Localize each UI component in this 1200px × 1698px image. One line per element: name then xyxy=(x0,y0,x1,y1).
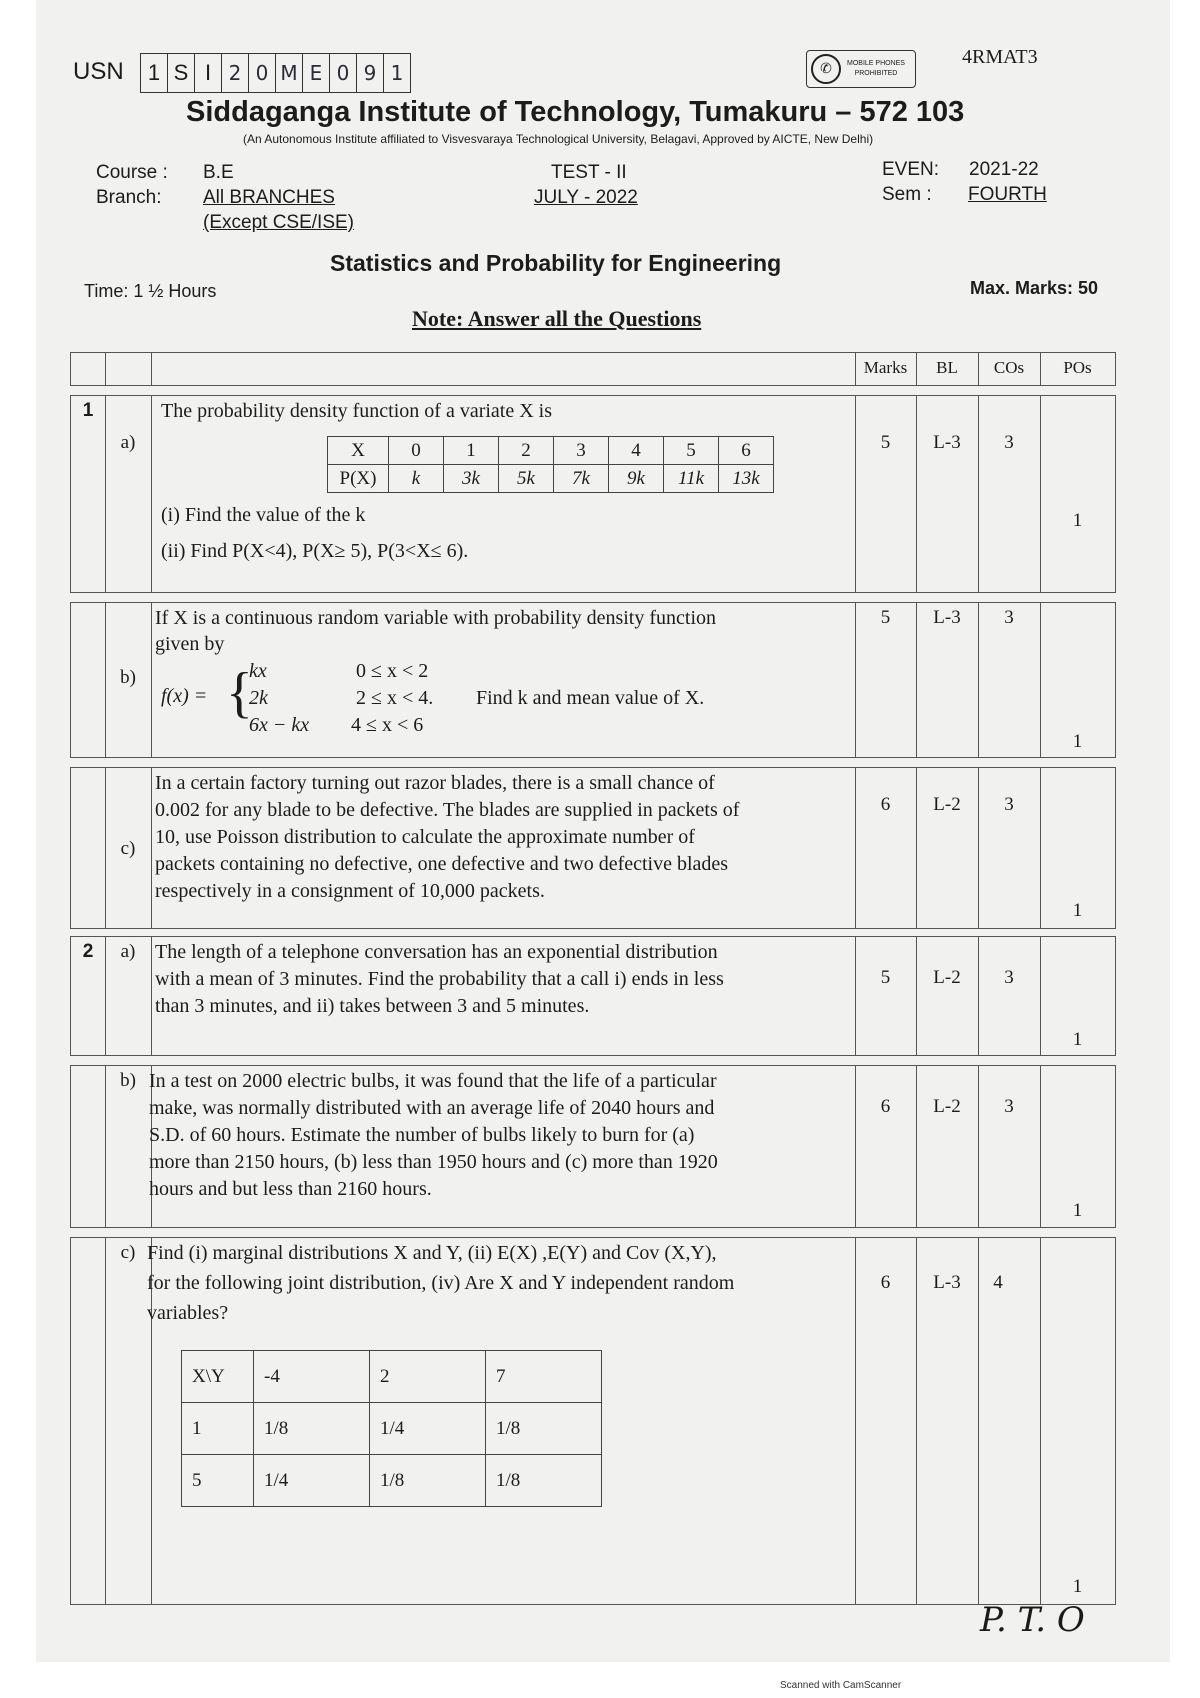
bl-value: L-3 xyxy=(933,432,961,453)
question-2a-row xyxy=(70,936,1116,1056)
exam-date: JULY - 2022 xyxy=(534,187,638,208)
question-text: 10, use Poisson distribution to calculate the approximate number of xyxy=(155,826,695,848)
pmf-x-value: 5 xyxy=(664,437,719,465)
usn-char: 0 xyxy=(249,54,276,92)
test-name: TEST - II xyxy=(551,162,627,183)
pos-header: POs xyxy=(1063,358,1092,377)
usn-boxes xyxy=(140,53,411,93)
piece-condition: 0 ≤ x < 2 xyxy=(356,660,429,682)
institute-subtitle: (An Autonomous Institute affiliated to Visvesvaraya Technological University, Belagavi, Approved by AICTE, New Delhi) xyxy=(243,132,874,146)
po-value: 1 xyxy=(1072,731,1083,752)
sem-label: Sem : xyxy=(882,184,932,205)
marks-value: 5 xyxy=(880,432,891,453)
question-number: 2 xyxy=(82,941,94,962)
co-value: 4 xyxy=(993,1272,1003,1293)
question-text: If X is a continuous random variable with probability density function xyxy=(155,607,716,629)
pmf-p-value: 3k xyxy=(444,465,499,493)
pmf-x-value: 4 xyxy=(609,437,664,465)
question-1c-row xyxy=(70,767,1116,929)
institute-name: Siddaganga Institute of Technology, Tumakuru – 572 103 xyxy=(186,96,965,128)
usn-char: S xyxy=(168,54,195,92)
academic-year: 2021-22 xyxy=(969,159,1039,180)
question-text: make, was normally distributed with an average life of 2040 hours and xyxy=(149,1097,715,1119)
pmf-p-value: 11k xyxy=(664,465,719,493)
bl-value: L-2 xyxy=(933,794,961,815)
branch-exception: (Except CSE/ISE) xyxy=(203,212,354,233)
co-value: 3 xyxy=(1004,1096,1014,1117)
probability-cell: 1/4 xyxy=(370,1403,486,1455)
question-1b-row xyxy=(70,602,1116,758)
pmf-p-value: 7k xyxy=(554,465,609,493)
piece-expression: kx xyxy=(249,660,267,682)
co-value: 3 xyxy=(1004,967,1014,988)
probability-cell: 1/8 xyxy=(370,1455,486,1507)
marks-value: 5 xyxy=(880,967,891,988)
usn-char: 1 xyxy=(390,61,404,85)
po-value: 1 xyxy=(1072,900,1083,921)
po-value: 1 xyxy=(1072,510,1083,531)
co-value: 3 xyxy=(1004,607,1014,628)
pmf-p-value: 5k xyxy=(499,465,554,493)
po-value: 1 xyxy=(1072,1576,1083,1597)
probability-cell: 1/8 xyxy=(486,1403,602,1455)
question-2c-row xyxy=(70,1237,1116,1605)
question-text: respectively in a consignment of 10,000 packets. xyxy=(155,880,545,902)
sub-question-ii: (ii) Find P(X<4), P(X≥ 5), P(3<X≤ 6). xyxy=(161,540,469,562)
cos-header: COs xyxy=(993,358,1025,377)
joint-distribution-table xyxy=(181,1350,602,1507)
question-text: with a mean of 3 minutes. Find the probability that a call i) ends in less xyxy=(155,968,724,990)
pmf-x-value: 6 xyxy=(719,437,774,465)
course-value: B.E xyxy=(203,162,234,183)
marks-value: 6 xyxy=(880,1272,891,1293)
pmf-x-value: 0 xyxy=(389,437,444,465)
question-text: than 3 minutes, and ii) takes between 3 and 5 minutes. xyxy=(155,995,590,1017)
question-text: variables? xyxy=(147,1302,229,1324)
pmf-p-value: 13k xyxy=(719,465,774,493)
pmf-p-value: 9k xyxy=(609,465,664,493)
table-header-row xyxy=(70,352,1116,386)
question-text: In a certain factory turning out razor blades, there is a small chance of xyxy=(155,772,715,794)
part-label: a) xyxy=(120,941,136,962)
pmf-x-value: 2 xyxy=(499,437,554,465)
question-text: S.D. of 60 hours. Estimate the number of bulbs likely to burn for (a) xyxy=(149,1124,695,1146)
bl-value: L-3 xyxy=(933,1272,961,1293)
x-value: 1 xyxy=(182,1403,254,1455)
pmf-x-label: X xyxy=(328,437,389,465)
question-text: hours and but less than 2160 hours. xyxy=(149,1178,432,1200)
function-label: f(x) = xyxy=(161,685,208,707)
usn-char: 9 xyxy=(357,54,384,92)
piece-condition: 4 ≤ x < 6 xyxy=(351,714,424,736)
usn-char: M xyxy=(276,54,303,92)
question-2b-row xyxy=(70,1065,1116,1228)
marks-value: 6 xyxy=(880,1096,891,1117)
question-text: packets containing no defective, one defective and two defective blades xyxy=(155,853,729,875)
part-label: a) xyxy=(120,432,136,453)
usn-char: 1 xyxy=(141,54,168,92)
course-label: Course : xyxy=(96,162,168,183)
mobile-notice-line2: PROHIBITED xyxy=(854,70,898,77)
question-text: for the following joint distribution, (iv) Are X and Y independent random xyxy=(147,1272,735,1294)
pmf-table xyxy=(327,436,774,493)
question-1a-row xyxy=(70,395,1116,593)
paper-code: 4RMAT3 xyxy=(962,46,1038,68)
even-label: EVEN: xyxy=(882,159,940,180)
pmf-x-value: 1 xyxy=(444,437,499,465)
usn-char: 0 xyxy=(330,54,357,92)
usn-char: 2 xyxy=(222,54,249,92)
bl-value: L-3 xyxy=(933,607,961,628)
probability-cell: 1/8 xyxy=(254,1403,370,1455)
semester: FOURTH xyxy=(968,184,1047,205)
bl-header: BL xyxy=(936,358,958,377)
probability-cell: 1/8 xyxy=(486,1455,602,1507)
piece-expression: 6x − kx xyxy=(249,714,310,736)
question-text: more than 2150 hours, (b) less than 1950 hours and (c) more than 1920 xyxy=(149,1151,718,1173)
pmf-x-value: 3 xyxy=(554,437,609,465)
left-brace: { xyxy=(226,662,253,724)
probability-cell: 1/4 xyxy=(254,1455,370,1507)
instruction-note: Note: Answer all the Questions xyxy=(412,306,702,331)
usn-char: I xyxy=(195,54,222,92)
question-text: given by xyxy=(155,633,225,655)
y-value: 7 xyxy=(486,1351,602,1403)
part-label: c) xyxy=(120,838,136,859)
exam-duration: Time: 1 ½ Hours xyxy=(84,281,217,301)
branch-label: Branch: xyxy=(96,187,162,208)
question-text: Find (i) marginal distributions X and Y, (ii) E(X) ,E(Y) and Cov (X,Y), xyxy=(147,1242,717,1264)
question-text: In a test on 2000 electric bulbs, it was found that the life of a particular xyxy=(149,1070,717,1092)
part-label: b) xyxy=(120,1070,136,1091)
marks-header: Marks xyxy=(863,358,908,377)
bl-value: L-2 xyxy=(933,967,961,988)
subject-title: Statistics and Probability for Engineering xyxy=(330,250,782,276)
po-value: 1 xyxy=(1072,1029,1083,1050)
sub-question-i: (i) Find the value of the k xyxy=(161,504,366,526)
phone-prohibited-icon: ✆ xyxy=(811,54,841,84)
bl-value: L-2 xyxy=(933,1096,961,1117)
pmf-p-value: k xyxy=(389,465,444,493)
part-label: b) xyxy=(120,667,136,688)
po-value: 1 xyxy=(1072,1200,1083,1221)
y-value: 2 xyxy=(370,1351,486,1403)
max-marks: Max. Marks: 50 xyxy=(970,278,1099,298)
scanner-footer: Scanned with CamScanner xyxy=(780,1680,902,1691)
question-text: Find k and mean value of X. xyxy=(476,687,705,709)
part-label: c) xyxy=(120,1242,136,1263)
piece-expression: 2k xyxy=(249,687,268,709)
mobile-prohibited-badge xyxy=(806,50,916,88)
usn-label: USN xyxy=(73,58,124,85)
co-value: 3 xyxy=(1004,432,1014,453)
table-corner: X\Y xyxy=(182,1351,254,1403)
marks-value: 5 xyxy=(880,607,891,628)
question-number: 1 xyxy=(82,400,94,421)
y-value: -4 xyxy=(254,1351,370,1403)
question-text: 0.002 for any blade to be defective. The blades are supplied in packets of xyxy=(155,799,740,821)
branch-value: All BRANCHES xyxy=(203,187,335,208)
question-text: The probability density function of a variate X is xyxy=(161,400,553,422)
marks-value: 6 xyxy=(880,794,891,815)
x-value: 5 xyxy=(182,1455,254,1507)
usn-char: E xyxy=(303,54,330,92)
please-turn-over: P. T. O xyxy=(980,1600,1085,1640)
question-text: The length of a telephone conversation has an exponential distribution xyxy=(155,941,718,963)
piece-condition: 2 ≤ x < 4. xyxy=(356,687,434,709)
co-value: 3 xyxy=(1004,794,1014,815)
pmf-p-label: P(X) xyxy=(328,465,389,493)
mobile-notice-line1: MOBILE PHONES xyxy=(847,60,905,67)
